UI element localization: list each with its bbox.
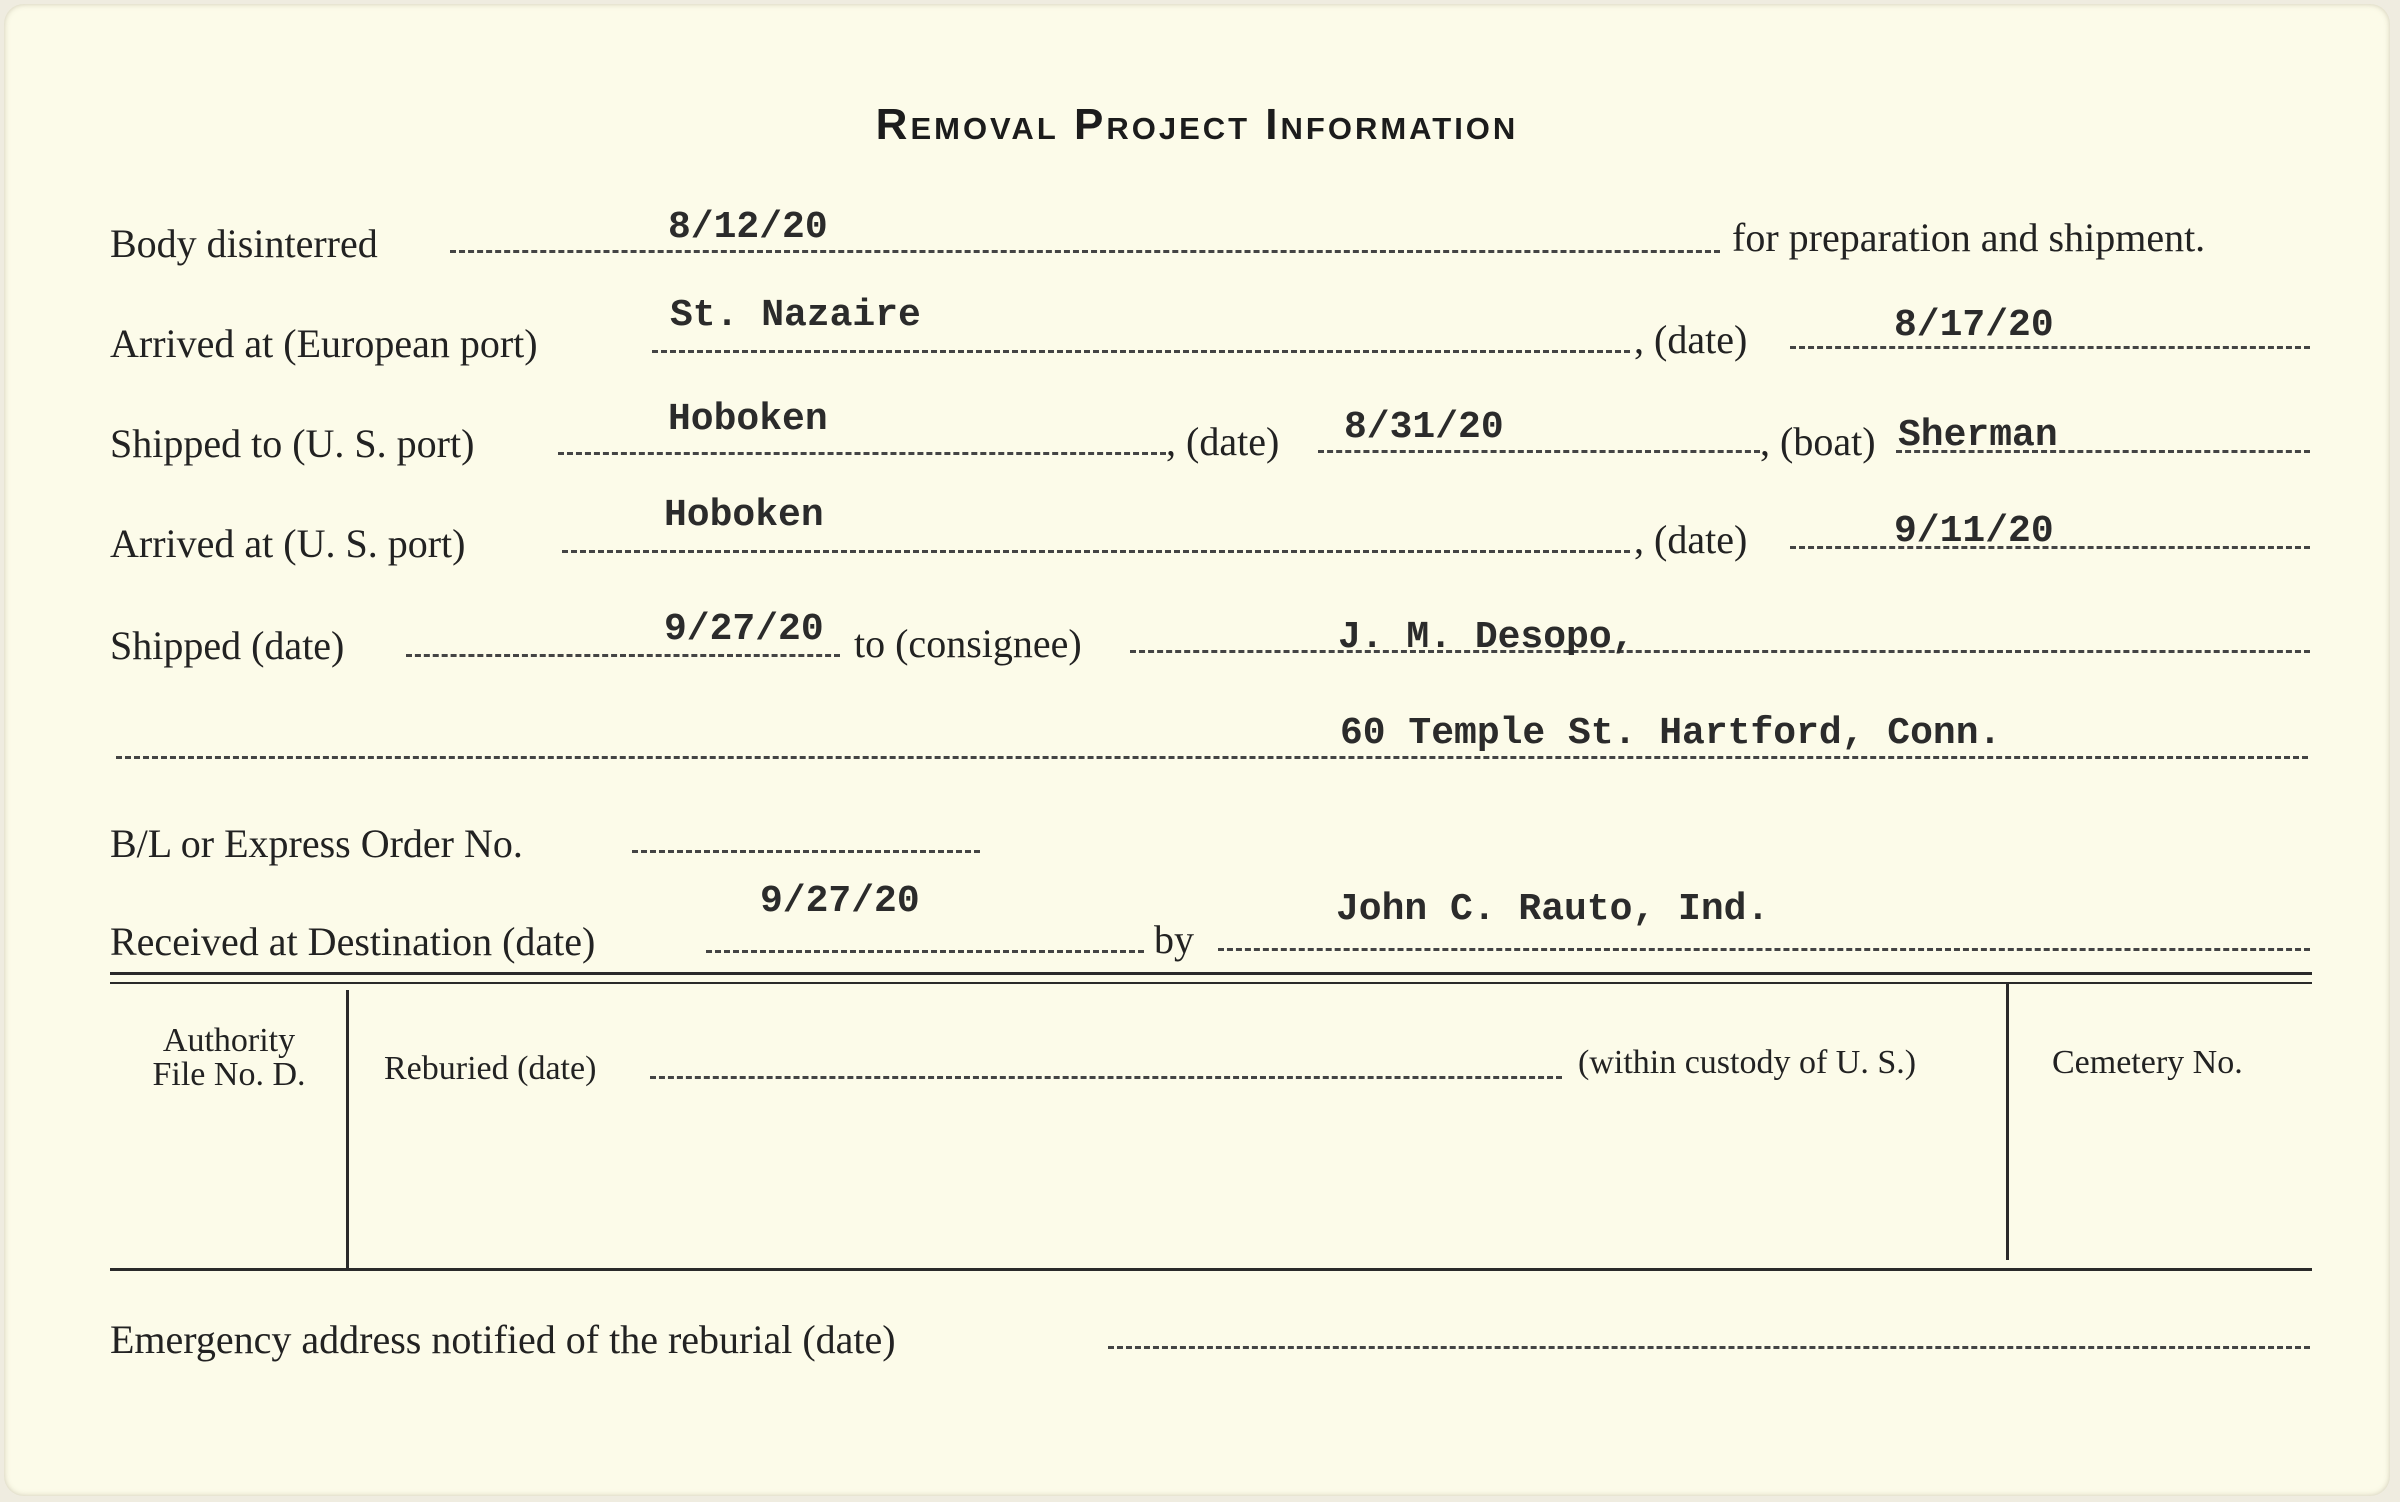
grid-divider-right	[2006, 984, 2009, 1260]
arrived-eu-line	[652, 350, 1630, 353]
address-line	[116, 756, 2308, 759]
shipped-us-label: Shipped to (U. S. port)	[110, 421, 475, 466]
record-card	[4, 4, 2390, 1496]
authority-line-2: File No. D.	[152, 1056, 306, 1093]
received-by: John C. Rauto, Ind.	[1336, 888, 1770, 931]
custody-label: (within custody of U. S.)	[1578, 1044, 1917, 1081]
received-date-line	[706, 950, 1144, 953]
disinterred-label: Body disinterred	[110, 221, 378, 266]
arrived-eu-port: St. Nazaire	[670, 294, 921, 337]
received-by-line	[1218, 948, 2310, 951]
disinterred-line	[450, 250, 1720, 253]
divider-rule-top	[110, 972, 2312, 975]
bl-label: B/L or Express Order No.	[110, 821, 523, 866]
shipped-us-port: Hoboken	[668, 398, 828, 441]
received-label: Received at Destination (date)	[110, 919, 596, 964]
arrived-us-line	[562, 550, 1630, 553]
received-date: 9/27/20	[760, 880, 920, 923]
arrived-us-date: 9/11/20	[1894, 510, 2054, 553]
arrived-eu-date: 8/17/20	[1894, 304, 2054, 347]
shipped-us-date: 8/31/20	[1344, 406, 1504, 449]
cemetery-label: Cemetery No.	[2052, 1044, 2243, 1081]
reburied-label: Reburied (date)	[384, 1050, 597, 1087]
emergency-label: Emergency address notified of the reburial (date)	[110, 1317, 896, 1362]
arrived-us-date-label: , (date)	[1634, 517, 1748, 562]
authority-line-1: Authority	[162, 1022, 296, 1059]
shipped-us-date-line	[1318, 450, 1760, 453]
consignee-name: J. M. Desopo,	[1338, 616, 1635, 659]
disinterred-date: 8/12/20	[668, 206, 828, 249]
shipped-date: 9/27/20	[664, 608, 824, 651]
boat-label: , (boat)	[1760, 419, 1876, 464]
grid-bottom-rule	[110, 1268, 2312, 1271]
disinterred-suffix: for preparation and shipment.	[1732, 215, 2206, 260]
emergency-line	[1108, 1346, 2310, 1349]
boat-name: Sherman	[1898, 414, 2058, 457]
arrived-eu-label: Arrived at (European port)	[110, 321, 538, 366]
arrived-us-port: Hoboken	[664, 494, 824, 537]
arrived-us-label: Arrived at (U. S. port)	[110, 521, 466, 566]
arrived-eu-date-label: , (date)	[1634, 317, 1748, 362]
shipped-us-date-label: , (date)	[1166, 419, 1280, 464]
received-by-label: by	[1154, 917, 1194, 962]
shipped-us-line	[558, 452, 1166, 455]
bl-line	[632, 850, 980, 853]
form-title: Removal Project Information	[875, 100, 1519, 149]
grid-divider-left	[346, 990, 349, 1268]
shipped-date-label: Shipped (date)	[110, 623, 345, 668]
consignee-address: 60 Temple St. Hartford, Conn.	[1340, 712, 2002, 755]
reburied-line	[650, 1076, 1562, 1079]
divider-rule-bottom	[110, 982, 2312, 984]
shipped-date-line	[406, 654, 840, 657]
consignee-line	[1130, 650, 2310, 653]
consignee-label: to (consignee)	[854, 621, 1082, 666]
